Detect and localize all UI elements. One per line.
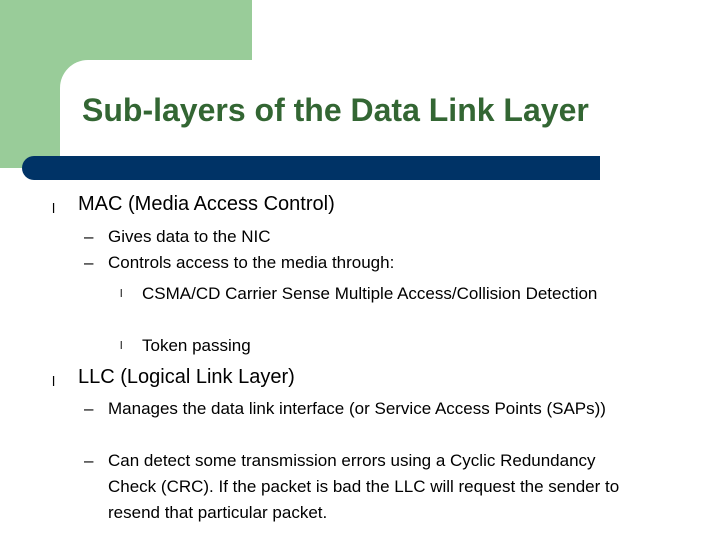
llc-heading: LLC (Logical Link Layer) [78,366,295,388]
dash-icon: – [84,253,94,272]
llc-item-crc: Can detect some transmission errors using a Cyclic Redundancy Check (CRC). If the packet is bad the LLC will request the sender to resend that particular packet. [108,451,620,522]
dash-icon: – [84,399,94,418]
bullet-icon: l [52,373,56,389]
dash-icon: – [84,451,94,470]
mac-subitem-csma-cd: CSMA/CD Carrier Sense Multiple Access/Collision Detection [142,284,598,303]
llc-item-manages-interface: Manages the data link interface (or Service Access Points (SAPs)) [108,399,606,418]
mac-item-controls-access: Controls access to the media through: [108,253,395,272]
mac-item-nic: Gives data to the NIC [108,227,271,246]
slide-title: Sub-layers of the Data Link Layer [82,92,589,128]
mac-subitem-token-passing: Token passing [142,336,251,355]
dash-icon: – [84,227,94,246]
title-underline-bar [22,156,600,180]
bullet-icon: l [120,288,123,300]
mac-heading: MAC (Media Access Control) [78,193,335,215]
bullet-icon: l [120,340,123,352]
bullet-icon: l [52,200,56,216]
